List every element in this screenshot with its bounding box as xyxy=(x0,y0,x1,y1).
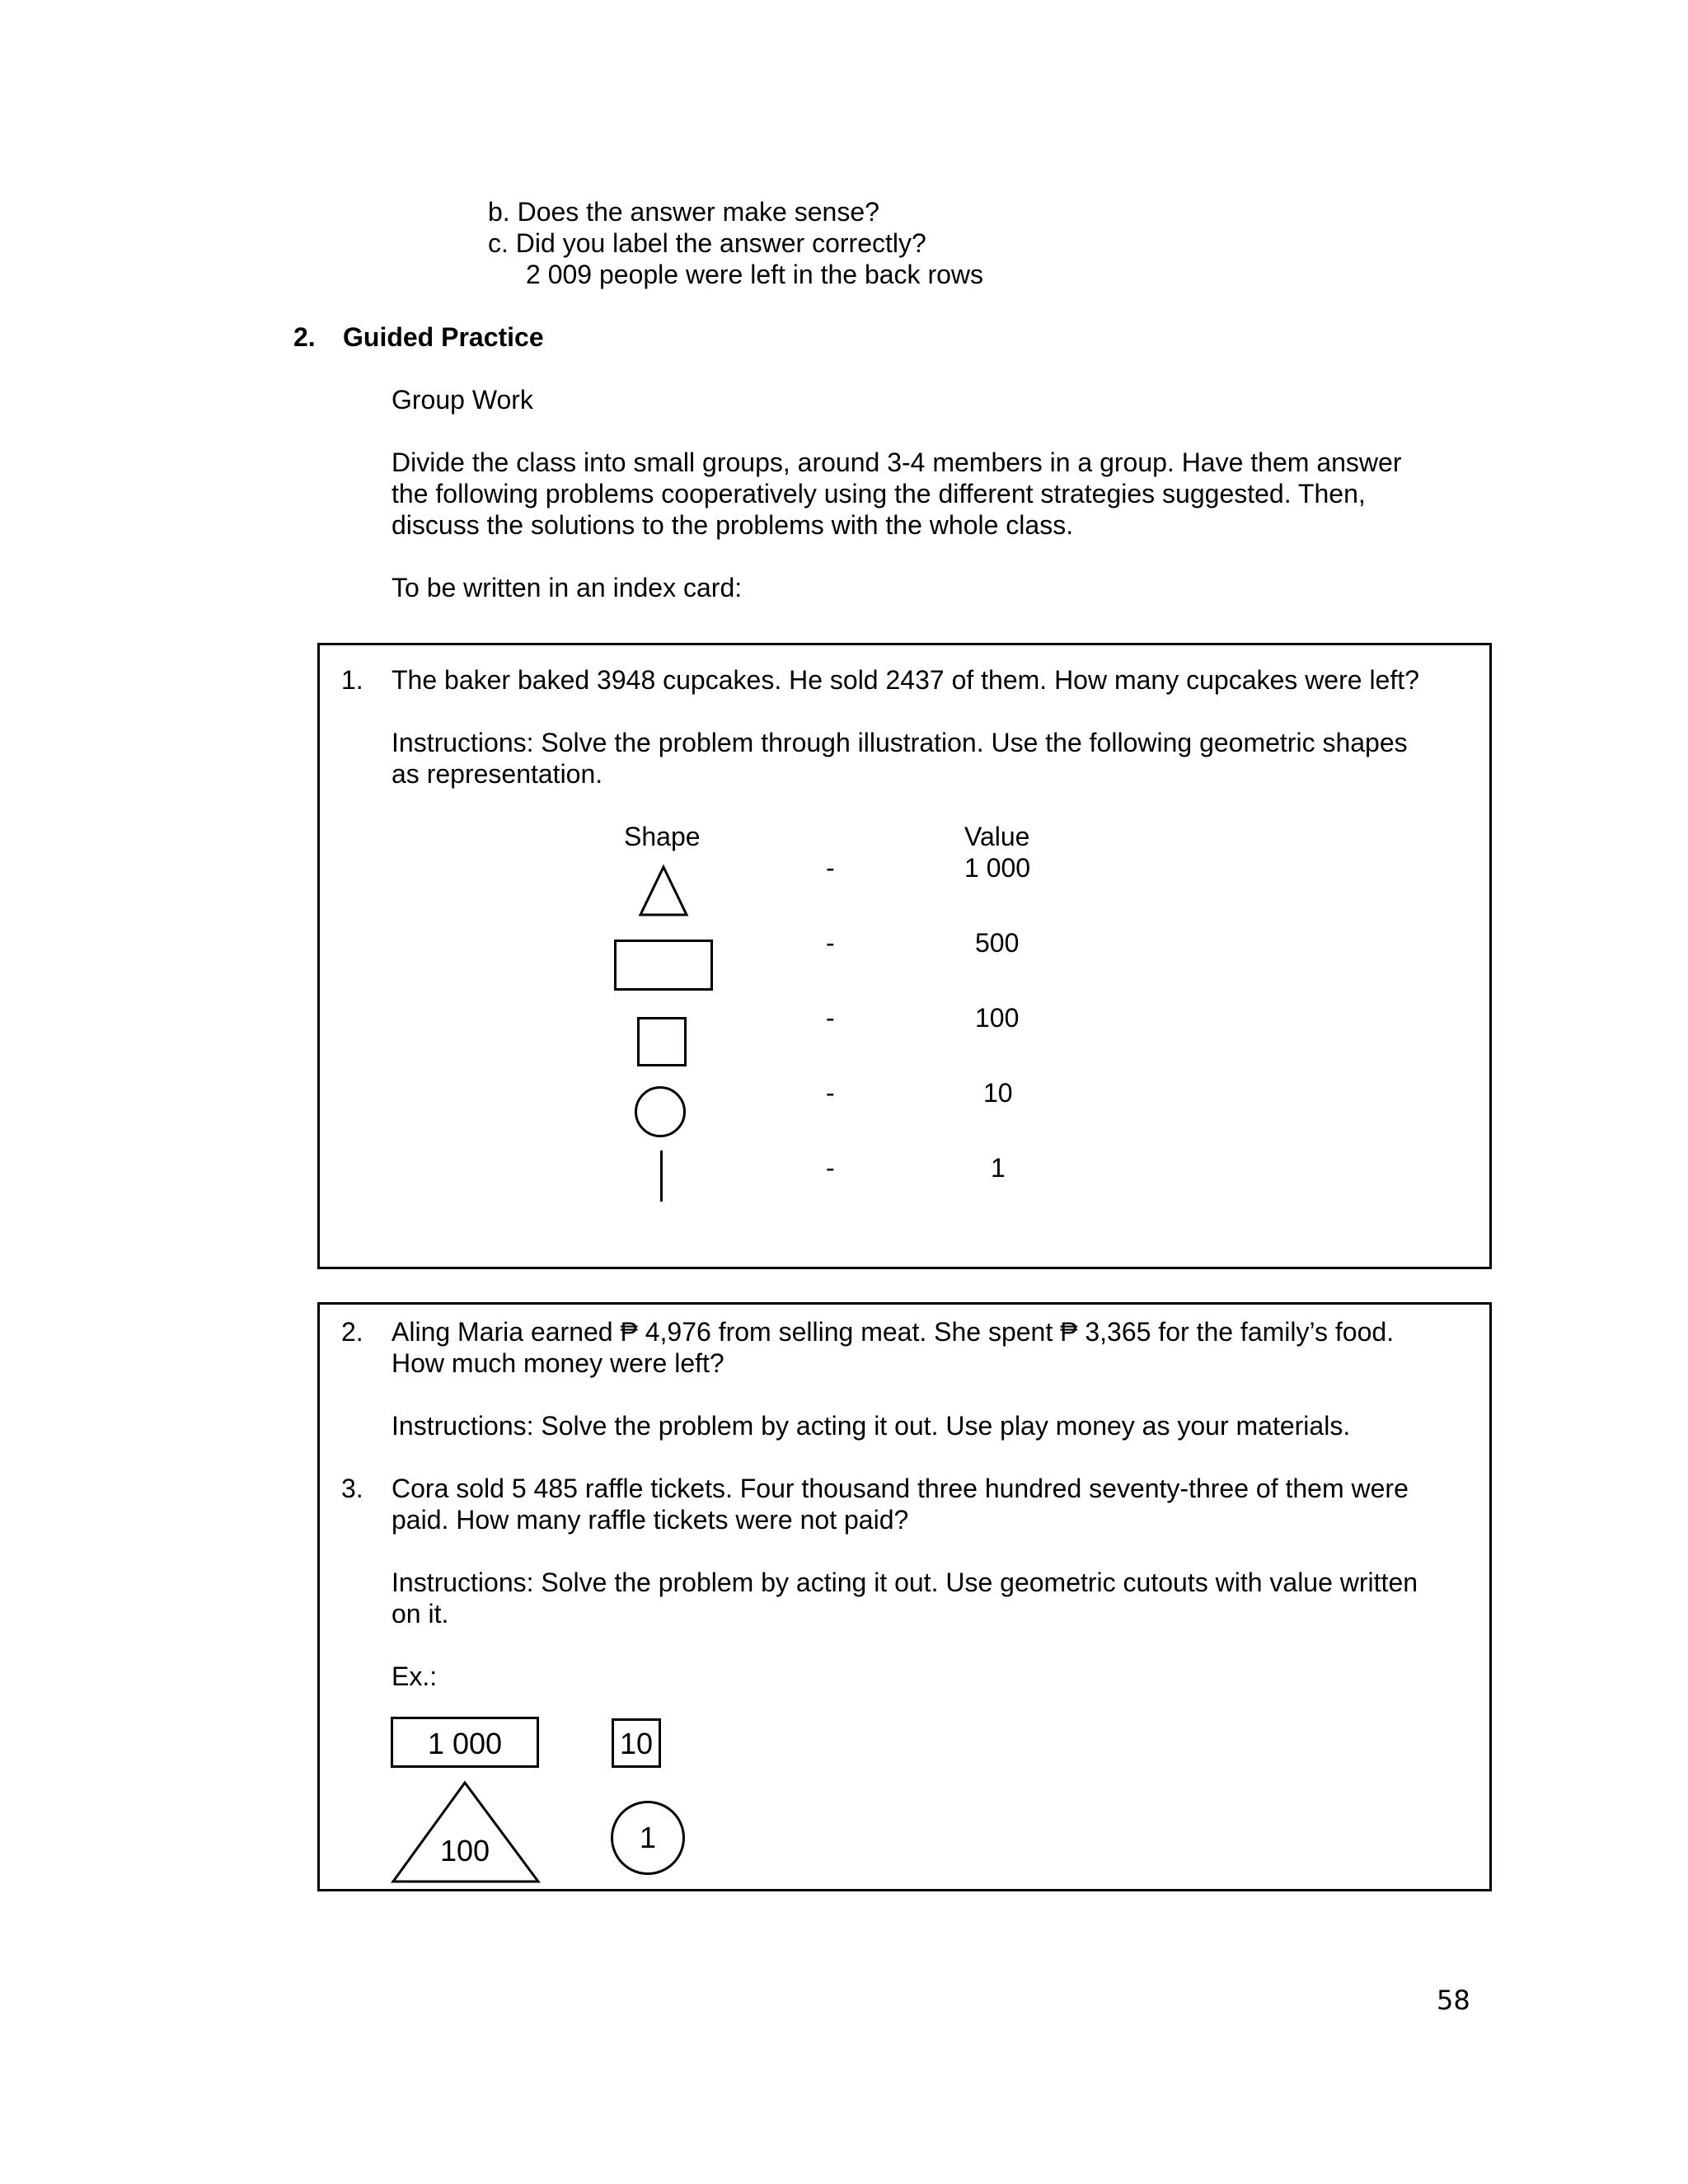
table-dash: - xyxy=(826,1003,835,1033)
table-dash: - xyxy=(826,928,835,958)
cutout-rectangle-label: 1 000 xyxy=(427,1727,503,1760)
table-value: 1 000 xyxy=(964,853,1031,883)
cutout-circle-label: 1 xyxy=(639,1821,657,1854)
circle-icon xyxy=(635,1086,686,1137)
problem1-number: 1. xyxy=(341,665,363,695)
line-icon xyxy=(660,1151,663,1202)
section-number: 2. xyxy=(293,322,316,352)
group-work-paragraph-line: Divide the class into small groups, around 3-4 members in a group. Have them answer xyxy=(392,448,1402,477)
checklist-item-b: b. Does the answer make sense? xyxy=(488,197,879,227)
square-icon xyxy=(637,1017,687,1066)
group-work-paragraph-line: discuss the solutions to the problems with the whole class. xyxy=(392,510,1074,540)
problem1-instructions-line: Instructions: Solve the problem through illustration. Use the following geometric shapes xyxy=(392,728,1408,757)
problem1-instructions-line: as representation. xyxy=(392,759,603,789)
problem1-text: The baker baked 3948 cupcakes. He sold 2437 of them. How many cupcakes were left? xyxy=(392,665,1419,695)
problem2-text-line: Aling Maria earned ₱ 4,976 from selling meat. She spent ₱ 3,365 for the family’s food. xyxy=(392,1317,1395,1347)
table-dash: - xyxy=(826,1078,835,1108)
group-work-paragraph-line: the following problems cooperatively using the different strategies suggested. Then, xyxy=(392,479,1366,509)
cutout-square-label: 10 xyxy=(619,1727,654,1760)
checklist-item-c: c. Did you label the answer correctly? xyxy=(488,228,926,258)
problem2-number: 2. xyxy=(341,1317,363,1347)
table-value: 1 xyxy=(991,1153,1006,1183)
problem2-instructions: Instructions: Solve the problem by acting it out. Use play money as your materials. xyxy=(392,1411,1351,1441)
group-work-heading: Group Work xyxy=(392,385,533,415)
problem3-number: 3. xyxy=(341,1474,363,1503)
rectangle-icon xyxy=(614,940,713,991)
problem2-text-line: How much money were left? xyxy=(392,1348,724,1378)
problem3-text-line: Cora sold 5 485 raffle tickets. Four thousand three hundred seventy-three of them were xyxy=(392,1474,1409,1503)
problem3-text-line: paid. How many raffle tickets were not paid? xyxy=(392,1505,909,1535)
table-dash: - xyxy=(826,853,835,883)
problem3-instructions-line: Instructions: Solve the problem by acting it out. Use geometric cutouts with value written xyxy=(392,1568,1418,1597)
cutout-triangle xyxy=(391,1780,541,1884)
triangle-icon xyxy=(639,865,688,916)
table-value: 100 xyxy=(975,1003,1020,1033)
page-number: 58 xyxy=(1437,1985,1470,2016)
section-title: Guided Practice xyxy=(343,322,544,352)
problem3-instructions-line: on it. xyxy=(392,1599,449,1629)
cutout-triangle-label: 100 xyxy=(439,1834,490,1868)
value-header: Value xyxy=(964,822,1030,851)
checklist-answer: 2 009 people were left in the back rows xyxy=(526,260,983,289)
shape-header: Shape xyxy=(624,822,701,851)
table-value: 10 xyxy=(983,1078,1013,1108)
table-value: 500 xyxy=(975,928,1020,958)
index-card-note: To be written in an index card: xyxy=(392,573,743,602)
example-label: Ex.: xyxy=(392,1661,438,1691)
table-dash: - xyxy=(826,1153,835,1183)
